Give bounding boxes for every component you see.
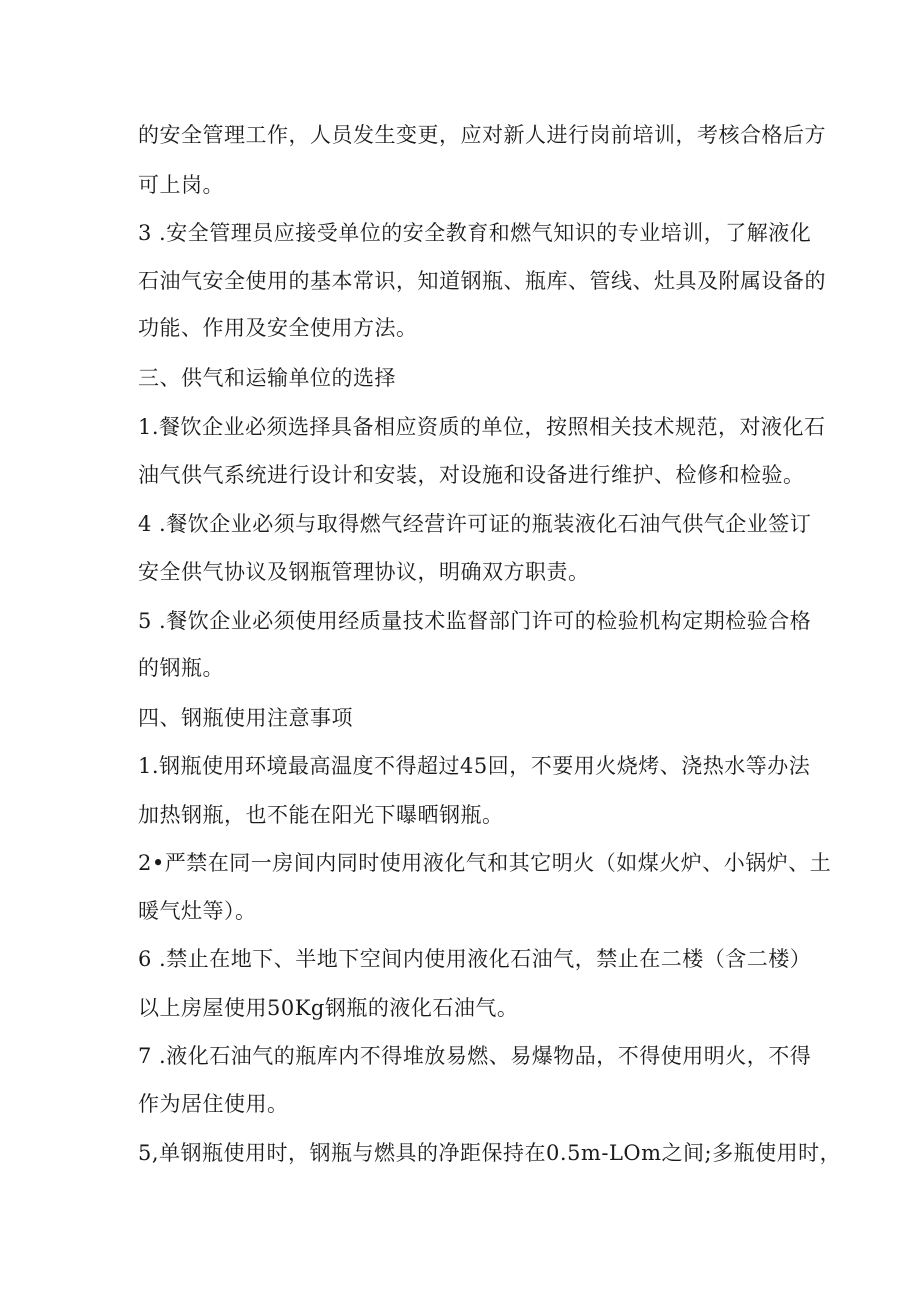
- section-heading: 三、供气和运输单位的选择: [138, 366, 396, 390]
- text-line: 以上房屋使用50Kg钢瓶的液化石油气。: [138, 996, 519, 1020]
- text-line: 作为居住使用。: [138, 1092, 289, 1116]
- text-line: 6 .禁止在地下、半地下空间内使用液化石油气，禁止在二楼（含二楼）: [138, 947, 812, 971]
- text-line: 的钢瓶。: [138, 656, 224, 680]
- text-line: 5 .餐饮企业必须使用经质量技术监督部门许可的检验机构定期检验合格: [138, 609, 812, 633]
- text-line: 3 .安全管理员应接受单位的安全教育和燃气知识的专业培训，了解液化: [138, 221, 812, 245]
- section-heading: 四、钢瓶使用注意事项: [138, 706, 353, 730]
- text-line: 2•严禁在同一房间内同时使用液化气和其它明火（如煤火炉、小锅炉、土: [138, 851, 832, 875]
- text-line: 功能、作用及安全使用方法。: [138, 316, 418, 340]
- text-line: 1.餐饮企业必须选择具备相应资质的单位，按照相关技术规范，对液化石: [138, 415, 826, 439]
- text-line: 加热钢瓶，也不能在阳光下曝晒钢瓶。: [138, 803, 504, 827]
- text-line: 安全供气协议及钢瓶管理协议，明确双方职责。: [138, 560, 590, 584]
- text-line: 1.钢瓶使用环境最高温度不得超过45回，不要用火烧烤、浇热水等办法: [138, 754, 811, 778]
- text-line: 暖气灶等）。: [138, 899, 257, 923]
- text-line: 石油气安全使用的基本常识，知道钢瓶、瓶库、管线、灶具及附属设备的: [138, 269, 826, 293]
- text-line: 5,单钢瓶使用时，钢瓶与燃具的净距保持在0.5m-LOm之间;多瓶使用时，: [138, 1141, 842, 1165]
- text-line: 7 .液化石油气的瓶库内不得堆放易燃、易爆物品，不得使用明火，不得: [138, 1044, 812, 1068]
- text-line: 4 .餐饮企业必须与取得燃气经营许可证的瓶装液化石油气供气企业签订: [138, 512, 812, 536]
- text-line: 可上岗。: [138, 173, 224, 197]
- text-line: 的安全管理工作，人员发生变更，应对新人进行岗前培训，考核合格后方: [138, 123, 826, 147]
- text-line: 油气供气系统进行设计和安装，对设施和设备进行维护、检修和检验。: [138, 463, 805, 487]
